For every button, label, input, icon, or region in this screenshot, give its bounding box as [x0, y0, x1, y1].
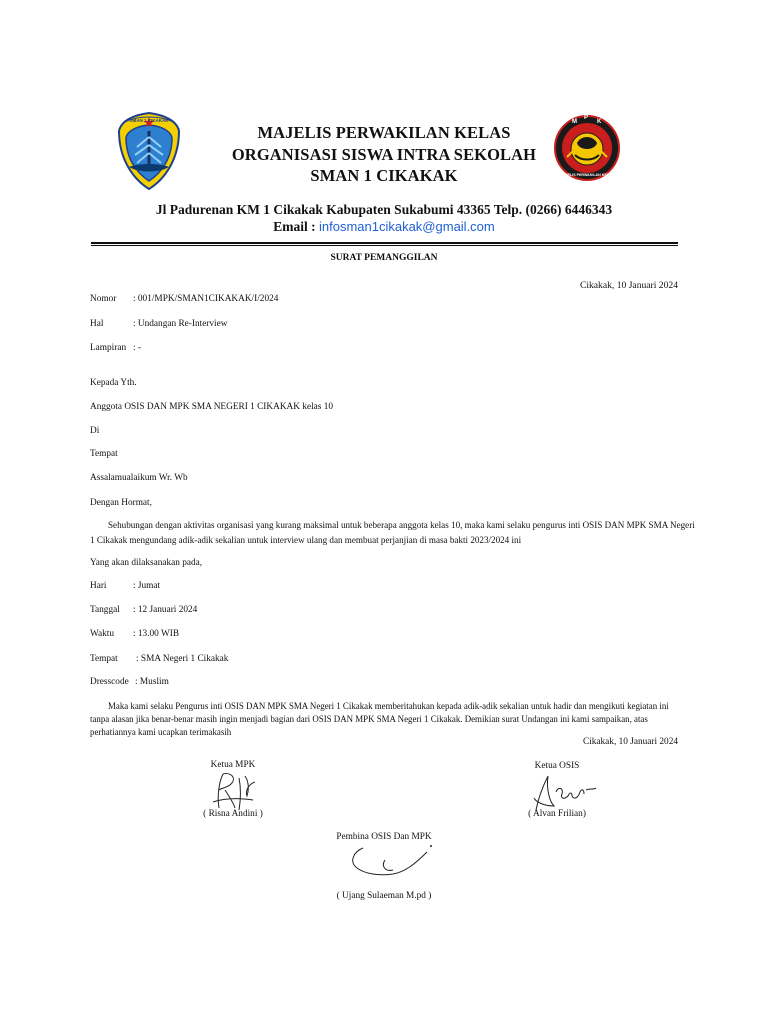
mpk-letter-m: M: [572, 119, 577, 125]
meta-hal-value: : Undangan Re-Interview: [133, 319, 228, 329]
recipient-kepada: Kepada Yth.: [90, 378, 137, 388]
recipient-di: Di: [90, 426, 100, 436]
header-divider: [91, 242, 678, 244]
mpk-letter-k: K: [597, 119, 602, 125]
header-line-2: ORGANISASI SISWA INTRA SEKOLAH: [231, 145, 537, 164]
closing-line-2: tanpa alasan jika benar-benar masih ingin menjadi bagian dari OSIS DAN MPK SMA Negeri 1 Cikakak. Demikian surat Undangan ini kami sampaikan, atas: [90, 714, 648, 724]
schedule-tanggal: [90, 605, 197, 615]
letter-title: SURAT PEMANGGILAN: [330, 253, 438, 263]
meta-hal: [90, 319, 228, 329]
mpk-letter-p: P: [584, 115, 589, 121]
recipient-tempat: Tempat: [90, 449, 118, 459]
school-logo-text: SMAN 1 CIKAKAK: [129, 118, 169, 123]
schedule-hari-value: : Jumat: [133, 581, 161, 591]
pembina-title: Pembina OSIS Dan MPK: [336, 832, 432, 842]
ketua-mpk-title: Ketua MPK: [210, 760, 256, 770]
meta-nomor: [90, 294, 278, 304]
email-link[interactable]: infosman1cikakak@gmail.com: [318, 219, 495, 234]
body-paragraph-1-line-1: Sehubungan dengan aktivitas organisasi yang kurang maksimal untuk beberapa anggota kelas 10, maka kami selaku pengurus inti OSIS DAN MPK SMA Negeri: [108, 520, 695, 530]
meta-nomor-value: : 001/MPK/SMAN1CIKAKAK/I/2024: [133, 294, 279, 304]
schedule-dresscode-value: : Muslim: [135, 677, 169, 687]
schedule-intro: Yang akan dilaksanakan pada,: [90, 558, 203, 568]
schedule-tempat: [90, 654, 228, 664]
email-label: Email :: [273, 219, 319, 234]
dengan-hormat: Dengan Hormat,: [90, 498, 152, 508]
schedule-dresscode-label: Dresscode: [90, 677, 129, 687]
meta-lampiran-value: : -: [133, 343, 142, 353]
schedule-dresscode: [90, 677, 169, 687]
schedule-waktu-label: Waktu: [90, 629, 115, 639]
meta-hal-label: Hal: [90, 319, 104, 329]
meta-lampiran-label: Lampiran: [90, 343, 127, 353]
recipient-anggota: Anggota OSIS DAN MPK SMA NEGERI 1 CIKAKAK kelas 10: [90, 402, 334, 412]
closing-line-3: perhatiannya kami ucapkan terimakasih: [90, 727, 232, 737]
schedule-tempat-label: Tempat: [90, 654, 118, 664]
header-divider-thin: [91, 245, 678, 246]
letter-date-top: Cikakak, 10 Januari 2024: [579, 280, 678, 291]
ketua-osis-signature: [528, 770, 600, 814]
letter-date-bottom: Cikakak, 10 Januari 2024: [582, 737, 678, 747]
header-address: Jl Padurenan KM 1 Cikakak Kabupaten Sukabumi 43365 Telp. (0266) 6446343: [155, 202, 613, 217]
header-email-row: [0, 219, 768, 235]
header-line-3: SMAN 1 CIKAKAK: [310, 166, 458, 185]
closing-line-1: Maka kami selaku Pengurus inti OSIS DAN MPK SMA Negeri 1 Cikakak memberitahukan kepada adik-adik sekalian untuk hadir dan mengikuti kegiatan ini: [108, 701, 669, 711]
meta-nomor-label: Nomor: [90, 294, 117, 304]
mpk-ring-text: MAJELIS PERWAKILAN KELAS: [560, 173, 614, 177]
pembina-name: ( Ujang Sulaeman M.pd ): [336, 891, 432, 901]
ketua-osis-title: Ketua OSIS: [534, 761, 580, 771]
schedule-tanggal-value: : 12 Januari 2024: [133, 605, 198, 615]
salam: Assalamualaikum Wr. Wb: [90, 473, 188, 483]
schedule-tanggal-label: Tanggal: [90, 605, 120, 615]
ketua-mpk-name: ( Risna Andini ): [203, 809, 263, 819]
schedule-waktu: [90, 629, 179, 639]
schedule-hari: [90, 581, 160, 591]
header-line-1: MAJELIS PERWAKILAN KELAS: [257, 123, 511, 142]
schedule-tempat-value: : SMA Negeri 1 Cikakak: [136, 654, 229, 664]
schedule-waktu-value: : 13.00 WIB: [133, 629, 180, 639]
schedule-hari-label: Hari: [90, 581, 107, 591]
meta-lampiran: [90, 343, 141, 353]
body-paragraph-1-line-2: 1 Cikakak mengundang adik-adik sekalian untuk interview ulang dan membuat perjanjian di masa bakti 2023/2024 ini: [90, 535, 522, 545]
ketua-osis-name: ( Alvan Frilian): [528, 809, 586, 819]
pembina-signature: [345, 840, 435, 886]
